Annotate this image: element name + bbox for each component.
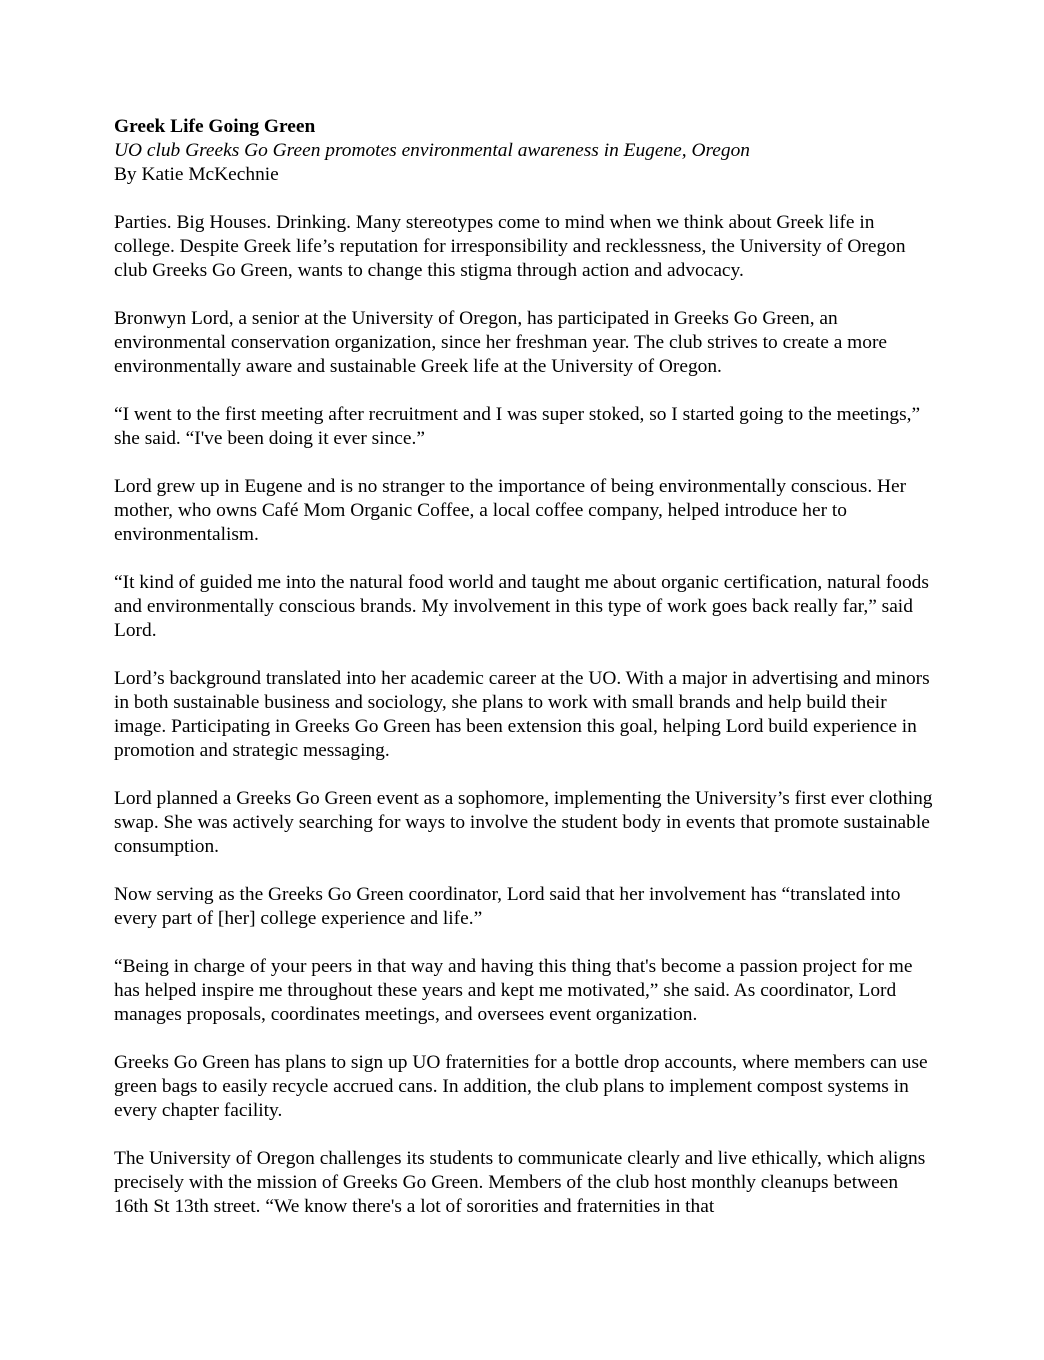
- paragraph: Now serving as the Greeks Go Green coordinator, Lord said that her involvement has “translated into every part of [her] college experience and life.”: [114, 884, 901, 929]
- paragraph: Lord’s background translated into her academic career at the UO. With a major in advertising and minors in both sustainable business and sociology, she plans to work with small brands and help build their image. Participating in Greeks Go Green has been extension this goal, helping Lord build experience in promotion and strategic messaging.: [114, 668, 930, 761]
- document-page: [114, 115, 934, 1243]
- paragraph: “It kind of guided me into the natural food world and taught me about organic certification, natural foods and environmentally conscious brands. My involvement in this type of work goes back really far,” said Lord.: [114, 572, 929, 641]
- article-subtitle: UO club Greeks Go Green promotes environmental awareness in Eugene, Oregon: [114, 140, 750, 161]
- paragraph: “Being in charge of your peers in that way and having this thing that's become a passion project for me has helped inspire me throughout these years and kept me motivated,” she said. As coordinator, Lord manages proposals, coordinates meetings, and oversees event organization.: [114, 956, 913, 1025]
- article-header: [114, 115, 934, 187]
- paragraph: Lord planned a Greeks Go Green event as a sophomore, implementing the University’s first ever clothing swap. She was actively searching for ways to involve the student body in events that promote sustainable consumption.: [114, 788, 933, 857]
- paragraph: Lord grew up in Eugene and is no stranger to the importance of being environmentally conscious. Her mother, who owns Café Mom Organic Coffee, a local coffee company, helped introduce her to environmentalism.: [114, 476, 907, 545]
- paragraph: “I went to the first meeting after recruitment and I was super stoked, so I started going to the meetings,” she said. “I've been doing it ever since.”: [114, 404, 921, 449]
- article-title: Greek Life Going Green: [114, 116, 316, 137]
- paragraph: Parties. Big Houses. Drinking. Many stereotypes come to mind when we think about Greek life in college. Despite Greek life’s reputation for irresponsibility and recklessness, the University of Oregon club Greeks Go Green, wants to change this stigma through action and advocacy.: [114, 212, 906, 281]
- article-byline: By Katie McKechnie: [114, 164, 279, 185]
- paragraph: Bronwyn Lord, a senior at the University of Oregon, has participated in Greeks Go Green, an environmental conservation organization, since her freshman year. The club strives to create a more environmentally aware and sustainable Greek life at the University of Oregon.: [114, 308, 888, 377]
- paragraph: The University of Oregon challenges its students to communicate clearly and live ethically, which aligns precisely with the mission of Greeks Go Green. Members of the club host monthly cleanups between 16th St 13th street. “We know there's a lot of sororities and fraternities in that: [114, 1148, 926, 1217]
- paragraph: Greeks Go Green has plans to sign up UO fraternities for a bottle drop accounts, where members can use green bags to easily recycle accrued cans. In addition, the club plans to implement compost systems in every chapter facility.: [114, 1052, 928, 1121]
